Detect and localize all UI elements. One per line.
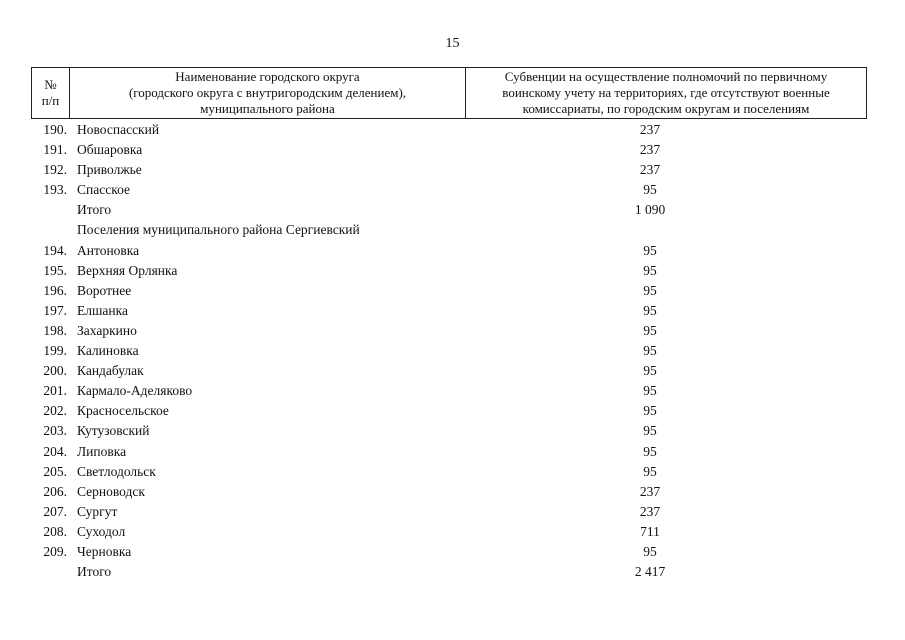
row-number: 201.: [43, 383, 67, 399]
row-number: 200.: [43, 363, 67, 379]
table-row: [0, 301, 905, 321]
table-row: [0, 241, 905, 261]
row-number: 191.: [43, 142, 67, 158]
row-name: Спасское: [77, 182, 130, 198]
table-row: [0, 180, 905, 200]
row-value: 95: [643, 182, 657, 198]
row-name: Захаркино: [77, 322, 137, 338]
row-name: Елшанка: [77, 302, 128, 318]
table-row: [0, 462, 905, 482]
row-name: Кутузовский: [77, 423, 150, 439]
row-number: 203.: [43, 423, 67, 439]
row-value: 95: [643, 443, 657, 459]
table-row: [0, 160, 905, 180]
table-row: [0, 361, 905, 381]
row-value: 95: [643, 322, 657, 338]
row-name: Красносельское: [77, 403, 169, 419]
table-row: [0, 482, 905, 502]
table-row: [0, 562, 905, 582]
table-row: [0, 522, 905, 542]
row-value: 95: [643, 282, 657, 298]
header-district-name: Наименование городского округа (городского округа с внутригородским делением), муниципального района: [70, 68, 466, 118]
row-value: 95: [643, 302, 657, 318]
row-name: Кандабулак: [77, 363, 144, 379]
row-name: Липовка: [77, 443, 127, 459]
row-number: 199.: [43, 343, 67, 359]
row-number: 202.: [43, 403, 67, 419]
row-name: Воротнее: [77, 282, 132, 298]
table-row: [0, 321, 905, 341]
row-value: 1 090: [634, 202, 666, 218]
row-name: Светлодольск: [77, 463, 156, 479]
row-name: Приволжье: [77, 162, 142, 178]
table-row: [0, 140, 905, 160]
row-number: 207.: [43, 503, 67, 519]
row-number: 208.: [43, 523, 67, 539]
row-value: 237: [639, 122, 661, 137]
row-value: 2 417: [634, 564, 666, 580]
row-number: 205.: [43, 463, 67, 479]
row-value: 95: [643, 343, 657, 359]
row-name: Калиновка: [77, 343, 139, 359]
row-name: Антоновка: [77, 242, 140, 258]
table-row: [0, 220, 905, 240]
table-row: [0, 200, 905, 220]
row-name: Итого: [77, 202, 112, 218]
row-number: 206.: [43, 483, 67, 499]
row-number: 195.: [43, 262, 67, 278]
row-name: Серноводск: [77, 483, 145, 499]
row-number: 193.: [43, 182, 67, 198]
row-name: Новоспасский: [77, 122, 160, 137]
table-header: [31, 67, 867, 119]
row-number: 204.: [43, 443, 67, 459]
table-row: [0, 281, 905, 301]
row-number: 192.: [43, 162, 67, 178]
row-value: 95: [643, 463, 657, 479]
table-row: [0, 341, 905, 361]
table-row: [0, 381, 905, 401]
row-number: 197.: [43, 302, 67, 318]
table-row: [0, 542, 905, 562]
row-name: Итого: [77, 564, 112, 580]
row-value: 237: [639, 142, 661, 158]
table-row: [0, 401, 905, 421]
row-value: 711: [640, 523, 660, 539]
row-value: 237: [639, 503, 661, 519]
row-value: 95: [643, 363, 657, 379]
row-value: 95: [643, 262, 657, 278]
row-value: 95: [643, 242, 657, 258]
header-number: № п/п: [32, 68, 70, 118]
row-name: Поселения муниципального района Сергиевский: [77, 222, 360, 238]
row-number: 198.: [43, 322, 67, 338]
row-name: Черновка: [77, 543, 132, 559]
row-name: Суходол: [77, 523, 126, 539]
table-row: [0, 421, 905, 441]
row-number: 190.: [43, 122, 67, 137]
row-name: Сургут: [77, 503, 118, 519]
table-row: [0, 261, 905, 281]
row-number: 196.: [43, 282, 67, 298]
row-value: 95: [643, 383, 657, 399]
row-name: Обшаровка: [77, 142, 143, 158]
header-subvention: Субвенции на осуществление полномочий по первичному воинскому учету на территориях, где отсутствуют военные комиссариаты, по городским округам и поселениям: [502, 69, 830, 116]
row-value: 95: [643, 423, 657, 439]
row-number: 194.: [43, 242, 67, 258]
page-number: 15: [445, 36, 460, 51]
table-row: [0, 502, 905, 522]
row-value: 95: [643, 403, 657, 419]
table-row: [0, 442, 905, 462]
row-name: Кармало-Аделяково: [77, 383, 193, 399]
row-value: 237: [639, 162, 661, 178]
row-name: Верхняя Орлянка: [77, 262, 178, 278]
row-number: 209.: [43, 543, 67, 559]
row-value: 95: [643, 543, 657, 559]
table-row: [0, 120, 905, 140]
row-value: 237: [639, 483, 661, 499]
table-body: [0, 120, 905, 582]
